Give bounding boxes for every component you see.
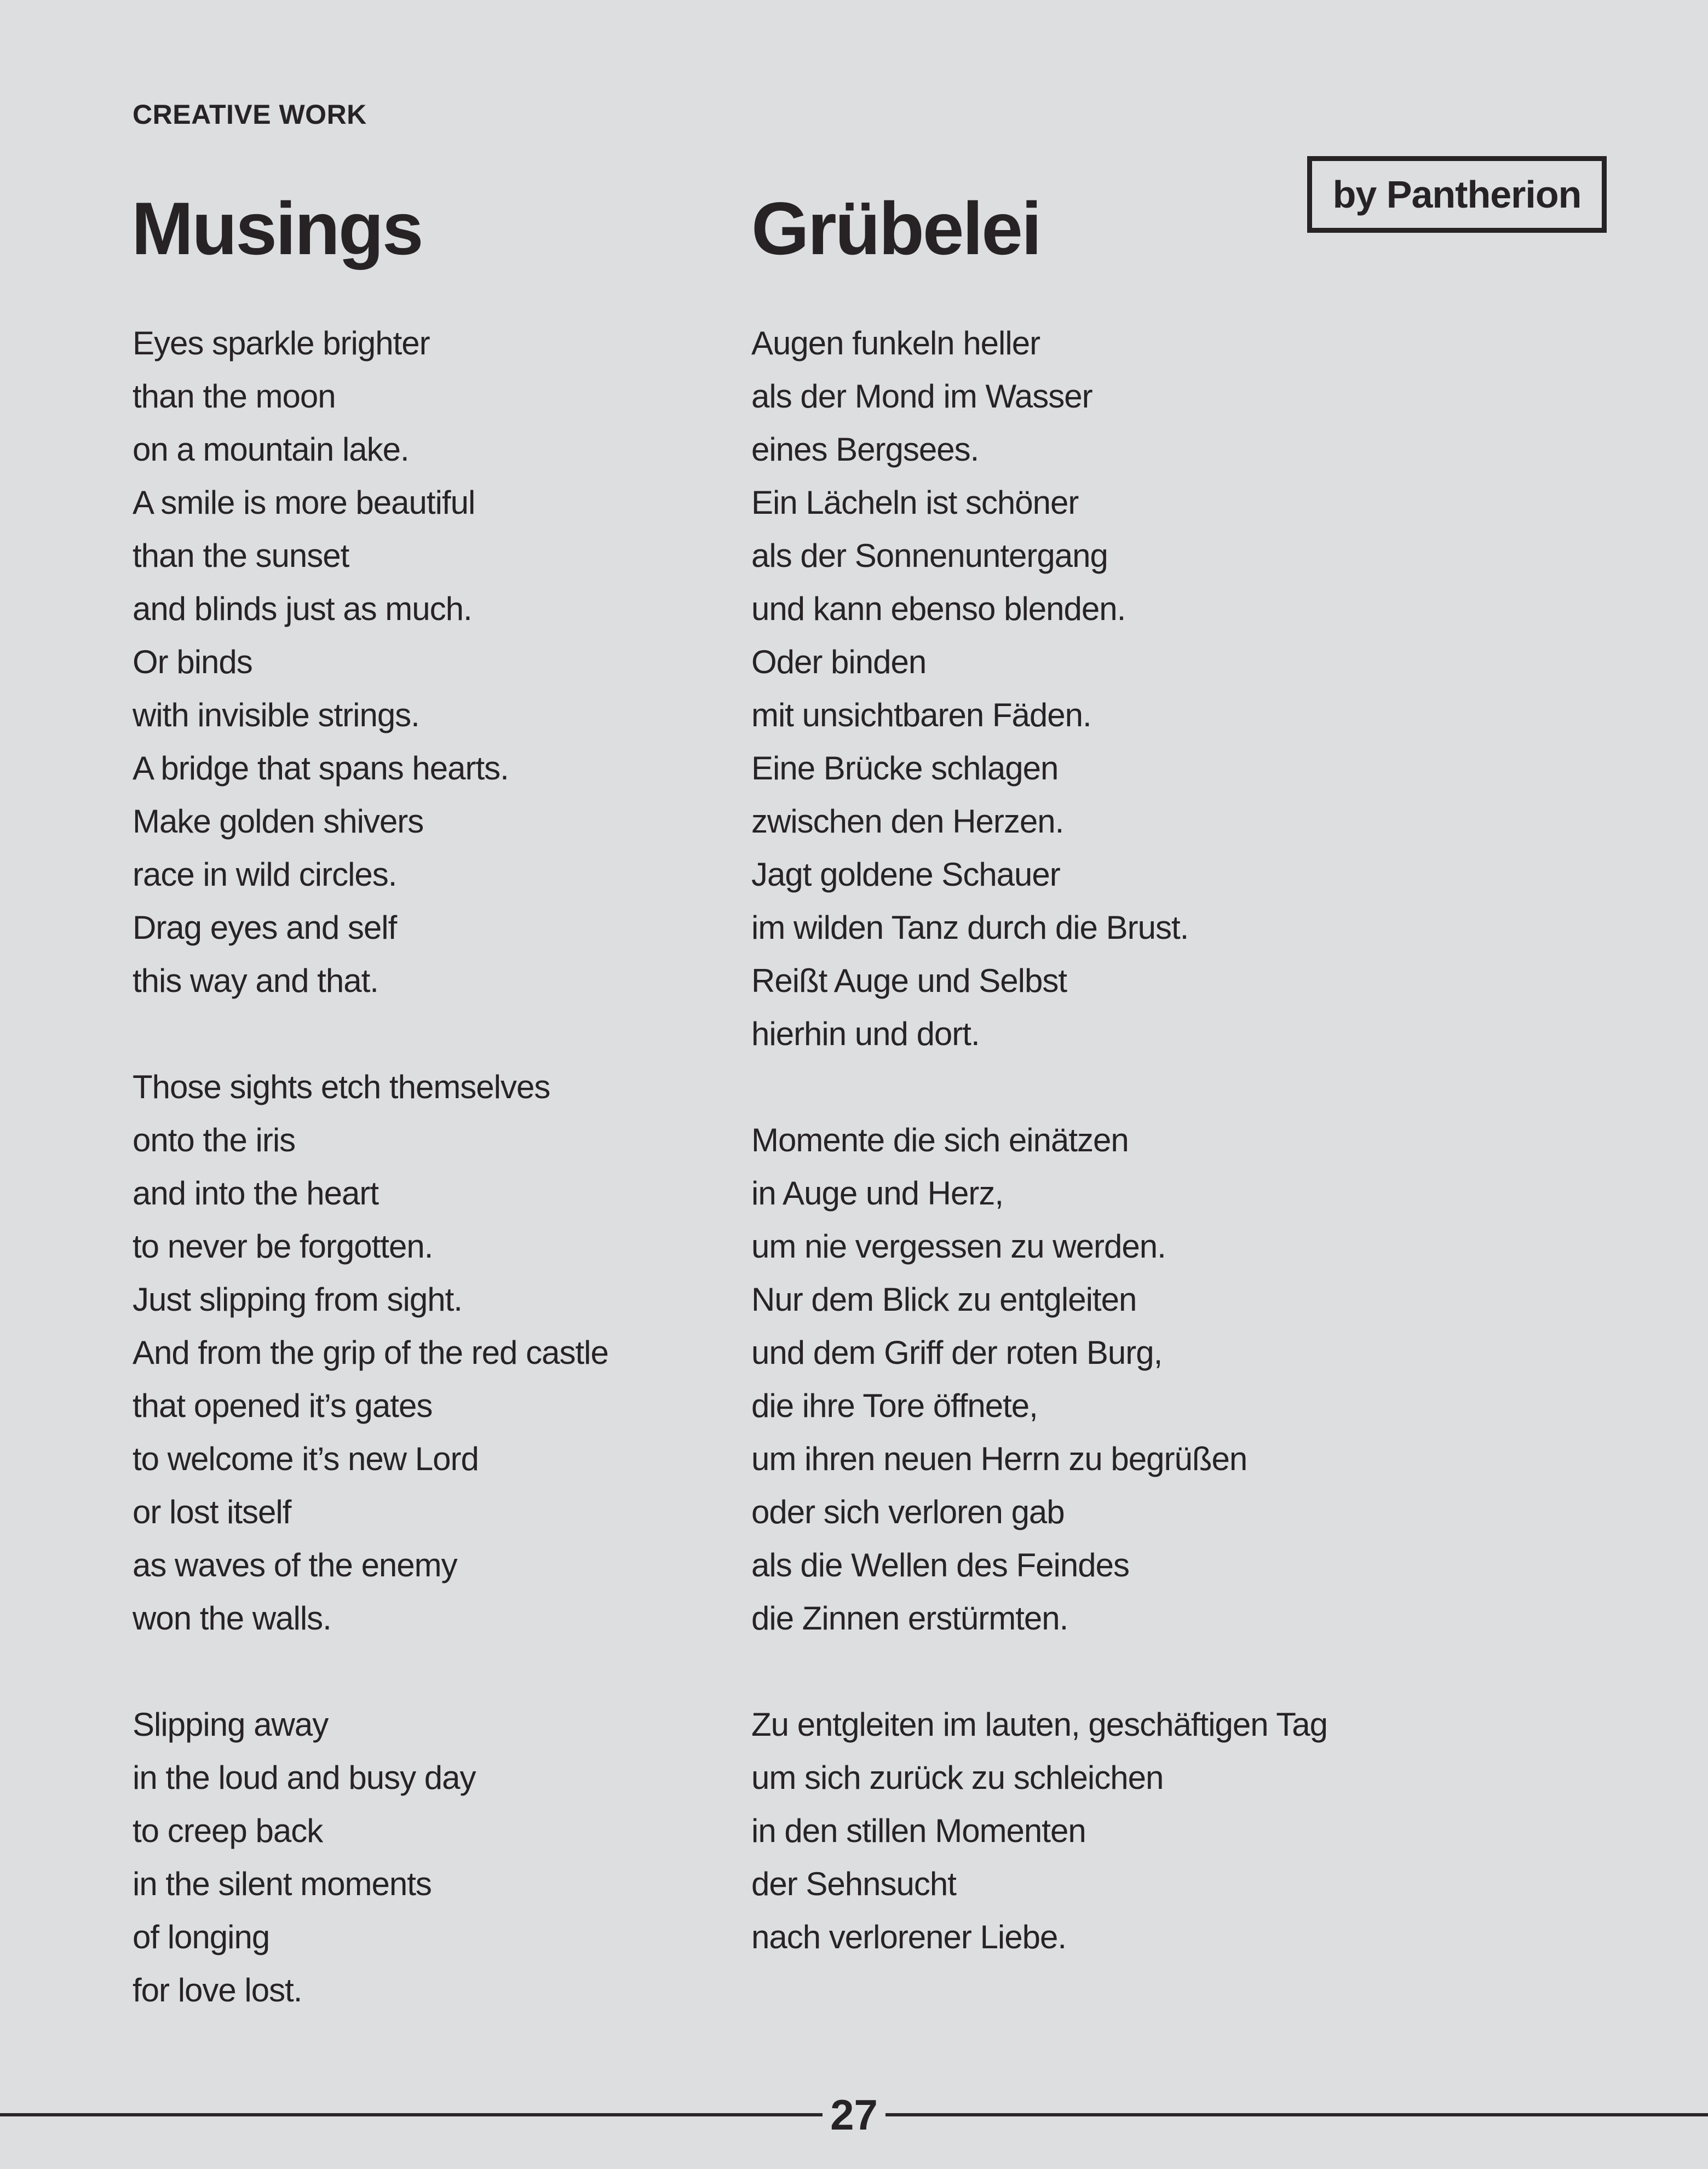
poem-line: than the sunset: [133, 537, 349, 574]
poem-line: Slipping away: [133, 1706, 329, 1743]
poem-line: mit unsichtbaren Fäden.: [751, 697, 1091, 733]
poem-line: Or binds: [133, 644, 252, 680]
stanza: [133, 1060, 751, 1645]
poem-line: Just slipping from sight.: [133, 1281, 462, 1318]
poem-line: won the walls.: [133, 1600, 331, 1637]
poem-line: to creep back: [133, 1812, 323, 1849]
poem-line: Drag eyes and self: [133, 909, 397, 946]
poem-line: or lost itself: [133, 1494, 291, 1530]
poem-line: And from the grip of the red castle: [133, 1334, 608, 1371]
poem-line: as waves of the enemy: [133, 1547, 457, 1583]
stanza: [133, 1698, 751, 2017]
poem-line: race in wild circles.: [133, 856, 397, 893]
poem-line: Eine Brücke schlagen: [751, 750, 1059, 787]
poem-line: und kann ebenso blenden.: [751, 590, 1126, 627]
stanza: [751, 317, 1606, 1060]
poem-line: A smile is more beautiful: [133, 484, 475, 521]
stanza: [133, 317, 751, 1007]
poem-line: Zu entgleiten im lauten, geschäftigen Tag: [751, 1706, 1327, 1743]
poem-line: to welcome it’s new Lord: [133, 1441, 479, 1477]
section-label: CREATIVE WORK: [133, 99, 367, 130]
poem-line: to never be forgotten.: [133, 1228, 433, 1265]
poem-line: der Sehnsucht: [751, 1866, 956, 1902]
poem-line: als der Sonnenuntergang: [751, 537, 1108, 574]
stanza: [751, 1114, 1606, 1645]
poem-line: that opened it’s gates: [133, 1387, 433, 1424]
poem-line: for love lost.: [133, 1972, 302, 2009]
poem-line: Augen funkeln heller: [751, 325, 1040, 362]
poem-line: um sich zurück zu schleichen: [751, 1759, 1164, 1796]
poem-line: als der Mond im Wasser: [751, 378, 1092, 415]
poem-line: und dem Griff der roten Burg,: [751, 1334, 1163, 1371]
page-title-english: Musings: [131, 187, 422, 271]
poem-line: die Zinnen erstürmten.: [751, 1600, 1068, 1637]
poem-line: on a mountain lake.: [133, 431, 409, 468]
poem-line: and into the heart: [133, 1175, 379, 1212]
byline-label: by Pantherion: [1332, 173, 1582, 216]
poem-english: [133, 317, 751, 2017]
poem-line: Make golden shivers: [133, 803, 424, 840]
poem-line: Those sights etch themselves: [133, 1069, 550, 1105]
poem-line: with invisible strings.: [133, 697, 419, 733]
poem-line: in the loud and busy day: [133, 1759, 476, 1796]
poem-line: Nur dem Blick zu entgleiten: [751, 1281, 1137, 1318]
poem-line: than the moon: [133, 378, 336, 415]
page-number: 27: [823, 2091, 885, 2138]
poem-line: um ihren neuen Herrn zu begrüßen: [751, 1441, 1247, 1477]
poem-line: Ein Lächeln ist schöner: [751, 484, 1079, 521]
poem-line: zwischen den Herzen.: [751, 803, 1064, 840]
poem-german: [751, 317, 1606, 1964]
poem-line: this way and that.: [133, 962, 378, 999]
poem-line: of longing: [133, 1919, 270, 1955]
poem-line: um nie vergessen zu werden.: [751, 1228, 1166, 1265]
poem-line: in den stillen Momenten: [751, 1812, 1086, 1849]
poem-line: nach verlorener Liebe.: [751, 1919, 1067, 1955]
page-number-wrap: [0, 2091, 1708, 2138]
poem-line: die ihre Tore öffnete,: [751, 1387, 1038, 1424]
poem-line: Eyes sparkle brighter: [133, 325, 430, 362]
stanza: [751, 1698, 1606, 1964]
poem-line: A bridge that spans hearts.: [133, 750, 509, 787]
poem-line: im wilden Tanz durch die Brust.: [751, 909, 1189, 946]
poem-line: in the silent moments: [133, 1866, 432, 1902]
poem-line: Momente die sich einätzen: [751, 1122, 1129, 1158]
page-title-german: Grübelei: [751, 187, 1040, 271]
poem-line: Jagt goldene Schauer: [751, 856, 1060, 893]
poem-line: in Auge und Herz,: [751, 1175, 1003, 1212]
poem-line: als die Wellen des Feindes: [751, 1547, 1129, 1583]
poem-line: Reißt Auge und Selbst: [751, 962, 1067, 999]
poem-line: oder sich verloren gab: [751, 1494, 1065, 1530]
byline-box: [1307, 156, 1607, 233]
poem-line: and blinds just as much.: [133, 590, 472, 627]
poem-line: Oder binden: [751, 644, 927, 680]
poem-line: eines Bergsees.: [751, 431, 979, 468]
poem-line: hierhin und dort.: [751, 1015, 980, 1052]
poem-line: onto the iris: [133, 1122, 296, 1158]
